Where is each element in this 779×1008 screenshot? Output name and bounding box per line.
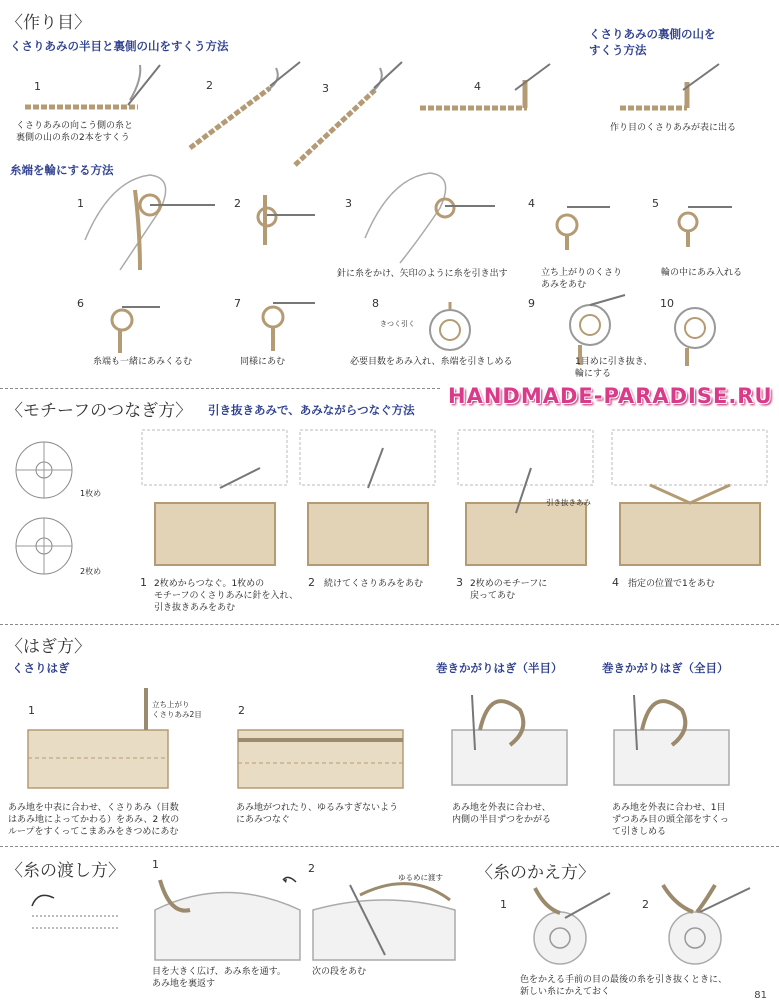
ring-step-2 [245,185,325,255]
step-number: 5 [652,197,659,210]
section-title-change-color: 〈糸のかえ方〉 [476,863,595,883]
seam-swatch-chain-1 [26,718,171,790]
caption-carry-2: 次の段をあむ [312,967,367,977]
caption-color-change-line2: 新しい糸にかえておく [520,987,611,997]
watermark-logo: HANDMADE-PARADISE.RU [448,384,773,408]
caption-chain-seam2-line2: にあみつなぐ [236,815,290,825]
step-number: 4 [612,576,619,589]
section-divider [0,846,779,847]
subheading-back-bump-line2: すくう方法 [589,43,647,57]
chain-illustration-3 [290,60,410,170]
step-number: 2 [234,197,241,210]
seam-swatch-chain-2 [236,718,406,790]
caption-color-change-line1: 色をかえる手前の目の最後の糸を引き抜くときに、 [520,975,728,985]
caption-carry-1-line1: 目を大きく広げ、あみ糸を通す。 [152,967,286,977]
caption-join-1-line1: 2枚めからつなぐ。1枚めの [154,579,265,589]
subheading-ring-method: 糸端を輪にする方法 [10,163,114,177]
step-number: 3 [322,82,329,95]
caption-chain-seam-line2: はあみ地によってかわる）をあみ、2 枚の [8,815,180,825]
caption-step5: 輪の中にあみ入れる [661,268,743,278]
ring-step-10 [665,298,725,368]
caption-join-1-line3: 引き抜きあみをあむ [154,603,236,613]
step-number: 1 [500,898,507,911]
subheading-half-stitch: くさりあみの半目と裏側の山をすくう方法 [10,39,229,53]
subheading-back-bump-line1: くさりあみの裏側の山を [589,27,716,41]
hand-holding-yarn-1 [80,170,220,280]
caption-join-4: 指定の位置で1をあむ [628,579,715,589]
ring-step-6 [100,285,170,355]
section-title-carry-yarn: 〈糸の渡し方〉 [6,861,125,881]
color-change-step-1 [515,888,635,968]
step-number: 10 [660,297,674,310]
caption-whip-full-line2: ずつあみ目の頭全部をすくっ [612,815,729,825]
caption-chain-seam-line3: ループをすくってこまあみをきつめにあむ [8,827,179,837]
step-number: 1 [152,858,159,871]
caption-whip-full-line3: て引きしめる [612,827,667,837]
step-number: 1 [28,704,35,717]
step-number: 9 [528,297,535,310]
chain-illustration-1 [20,60,170,120]
label-second-motif: 2枚め [80,567,102,576]
section-title-motif-join: 〈モチーフのつなぎ方〉 [6,401,193,421]
seam-swatch-whip-half [450,690,570,790]
chain-illustration-4 [415,60,555,120]
ring-step-8 [420,300,480,360]
label-first-motif: 1枚め [80,489,102,498]
step-number: 2 [206,79,213,92]
ring-step-7 [255,285,325,355]
motif-join-panel-4 [610,428,770,568]
caption-step4-line1: 立ち上がりのくさり [541,268,623,278]
step-number: 4 [474,80,481,93]
subheading-whipstitch-full: 巻きかがりはぎ（全目） [602,661,729,675]
step-number: 2 [308,576,315,589]
tag-turning-chain-line2: くさりあみ2目 [152,710,202,719]
ring-step-4 [545,185,615,255]
section-title-seaming: 〈はぎ方〉 [6,637,91,657]
step-number: 1 [34,80,41,93]
color-change-step-2 [655,880,765,970]
caption-b: 作り目のくさりあみが表に出る [610,123,737,133]
carry-yarn-chart [28,886,123,936]
step-number: 3 [456,576,463,589]
caption-join-2: 続けてくさりあみをあむ [324,579,424,589]
tag-carry-loosely: ゆるめに渡す [398,873,443,882]
step-number: 1 [77,197,84,210]
motif-join-panel-2 [298,428,438,568]
tag-pull-tight: きつく引く [380,320,415,328]
caption-join-1-line2: モチーフのくさりあみに針を入れ、 [154,591,299,601]
page-number: 81 [754,990,767,1001]
caption-step9-line1: 1目めに引き抜き、 [575,357,653,367]
caption-join-3-line2: 戻ってあむ [470,591,516,601]
step-number: 1 [140,576,147,589]
step-number: 3 [345,197,352,210]
section-divider [0,388,440,389]
caption-step4-line2: あみをあむ [541,280,587,290]
caption-carry-1-line2: あみ地を裏返す [152,979,216,989]
section-title-foundation: 〈作り目〉 [6,13,91,33]
turn-arrow-icon [280,872,300,886]
subheading-slipstitch-join: 引き抜きあみで、あみながらつなぐ方法 [208,403,415,417]
step-number: 6 [77,297,84,310]
tag-turning-chain-line1: 立ち上がり [152,700,190,709]
tag-slip-stitch: 引き抜きあみ [546,498,591,507]
subheading-chain-seam: くさりはぎ [12,661,70,675]
motif-join-panel-1 [140,428,290,568]
caption-join-3-line1: 2枚めのモチーフに [470,579,548,589]
caption-step7: 同様にあむ [240,357,286,367]
caption-step6: 糸端も一緒にあみくるむ [93,357,193,367]
motif-diagram [8,428,88,588]
subheading-whipstitch-half: 巻きかがりはぎ（半目） [436,661,563,675]
step-number: 7 [234,297,241,310]
ring-step-5 [670,182,740,252]
hand-holding-yarn-3 [360,168,500,268]
caption-step3: 針に糸をかけ、矢印のように糸を引き出す [337,269,508,279]
caption-chain-seam2-line1: あみ地がつれたり、ゆるみすぎないよう [236,803,399,813]
seam-swatch-whip-full [612,690,732,790]
section-divider [0,624,779,625]
caption-step9-line2: 輪にする [575,369,612,379]
carry-yarn-step-2 [310,870,460,962]
caption-whip-full-line1: あみ地を外表に合わせ、1目 [612,803,726,813]
caption-chain-seam-line1: あみ地を中表に合わせ、くさりあみ（目数 [8,803,179,813]
caption-a1-line2: 裏側の山の糸の2本をすくう [16,133,130,143]
caption-whip-half-line1: あみ地を外表に合わせ、 [452,803,551,813]
step-number: 2 [642,898,649,911]
step-number: 2 [308,862,315,875]
caption-step8: 必要目数をあみ入れ、糸端を引きしめる [350,357,513,367]
step-number: 4 [528,197,535,210]
caption-whip-half-line2: 内側の半目ずつをかがる [452,815,552,825]
chain-illustration-5 [615,60,725,120]
step-number: 8 [372,297,379,310]
step-number: 2 [238,704,245,717]
caption-a1-line1: くさりあみの向こう側の糸と [16,121,134,131]
